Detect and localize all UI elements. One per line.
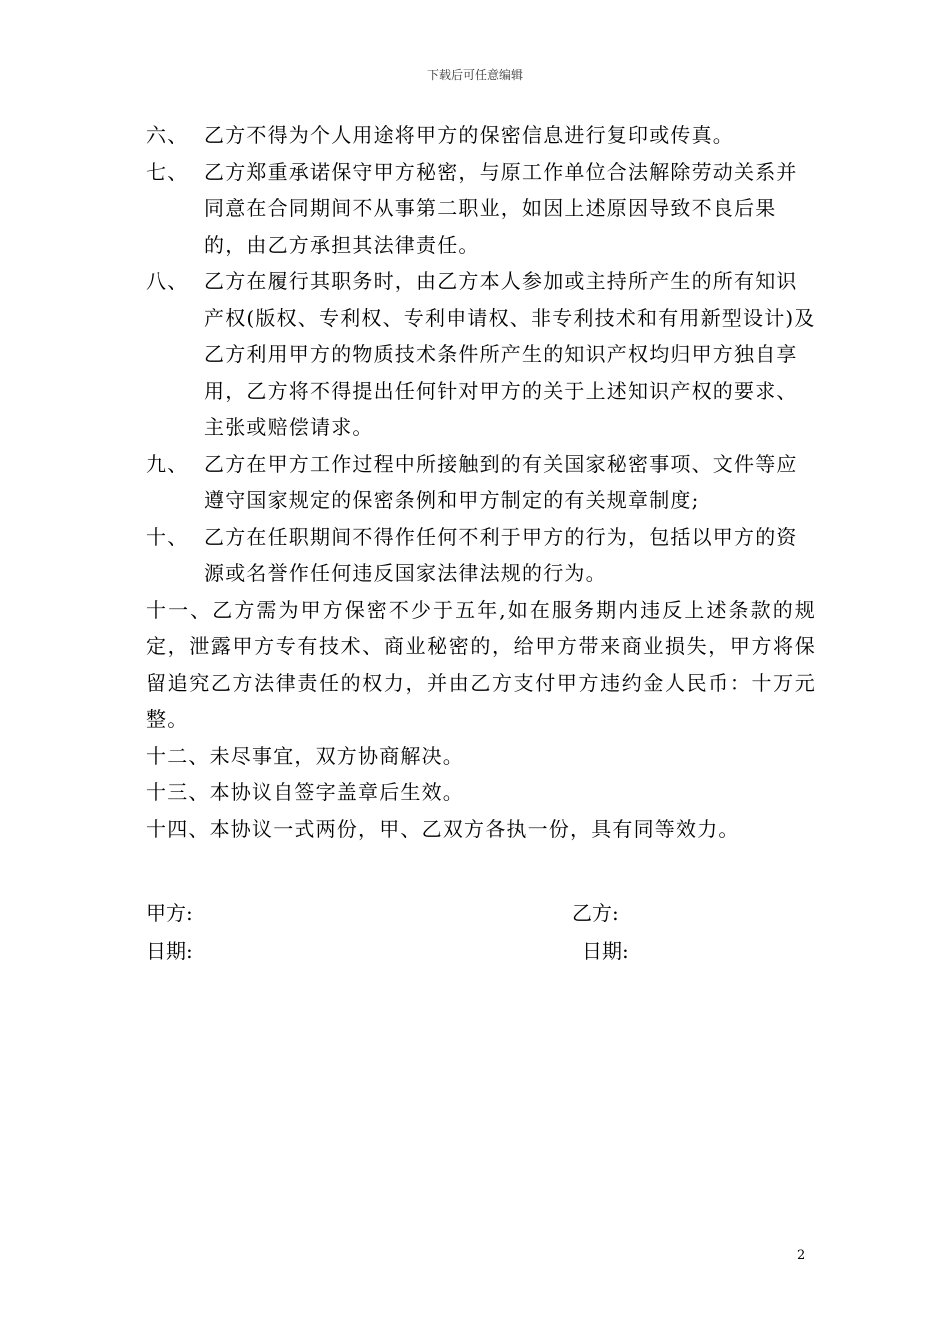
- clause-14: 十四、本协议一式两份，甲、乙双方各执一份，具有同等效力。: [146, 816, 740, 841]
- date-b-label: 日期:: [582, 939, 629, 963]
- clause-6: [146, 117, 816, 154]
- clause-9: [146, 446, 816, 519]
- clause-number: 十、: [146, 524, 189, 549]
- clause-12: 十二、未尽事宜，双方协商解决。: [146, 743, 464, 768]
- clause-text: 乙方不得为个人用途将甲方的保密信息进行复印或传真。: [204, 123, 734, 147]
- date-a-label: 日期:: [146, 939, 193, 963]
- clause-10: [146, 519, 816, 592]
- party-a-label: 甲方:: [146, 901, 193, 925]
- clause-7: [146, 154, 816, 264]
- party-b-label: 乙方:: [572, 901, 619, 925]
- page-header: 下载后可任意编辑: [426, 68, 523, 82]
- agreement-body: [146, 117, 816, 847]
- clause-number: 八、: [146, 269, 189, 293]
- page-number: 2: [797, 1248, 806, 1263]
- clause-text: 乙方在履行其职务时，由乙方本人参加或主持所产生的所有知识产权(版权、专利权、专利申请权、非专利技术和有用新型设计)及乙方利用甲方的物质技术条件所产生的知识产权均归甲方独自享用，乙方将不得提出任何针对甲方的关于上述知识产权的要求、主张或赔偿请求。: [204, 269, 816, 439]
- clause-text: 乙方郑重承诺保守甲方秘密，与原工作单位合法解除劳动关系并同意在合同期间不从事第二职业，如因上述原因导致不良后果的，由乙方承担其法律责任。: [204, 159, 798, 257]
- clause-number: 七、: [146, 159, 189, 184]
- clause-text: 乙方在甲方工作过程中所接触到的有关国家秘密事项、文件等应遵守国家规定的保密条例和甲方制定的有关规章制度;: [204, 451, 798, 512]
- clause-11: 十一、乙方需为甲方保密不少于五年,如在服务期内违反上述条款的规定，泄露甲方专有技术、商业秘密的，给甲方带来商业损失，甲方将保留追究乙方法律责任的权力，并由乙方支付甲方违约金人民币：十万元整。: [146, 597, 816, 731]
- clause-number: 九、: [146, 451, 189, 476]
- clause-13: 十三、本协议自签字盖章后生效。: [146, 780, 464, 804]
- clause-text: 乙方在任职期间不得作任何不利于甲方的行为，包括以甲方的资源或名誉作任何违反国家法律法规的行为。: [204, 524, 798, 585]
- clause-number: 六、: [146, 123, 189, 147]
- clause-8: [146, 263, 816, 446]
